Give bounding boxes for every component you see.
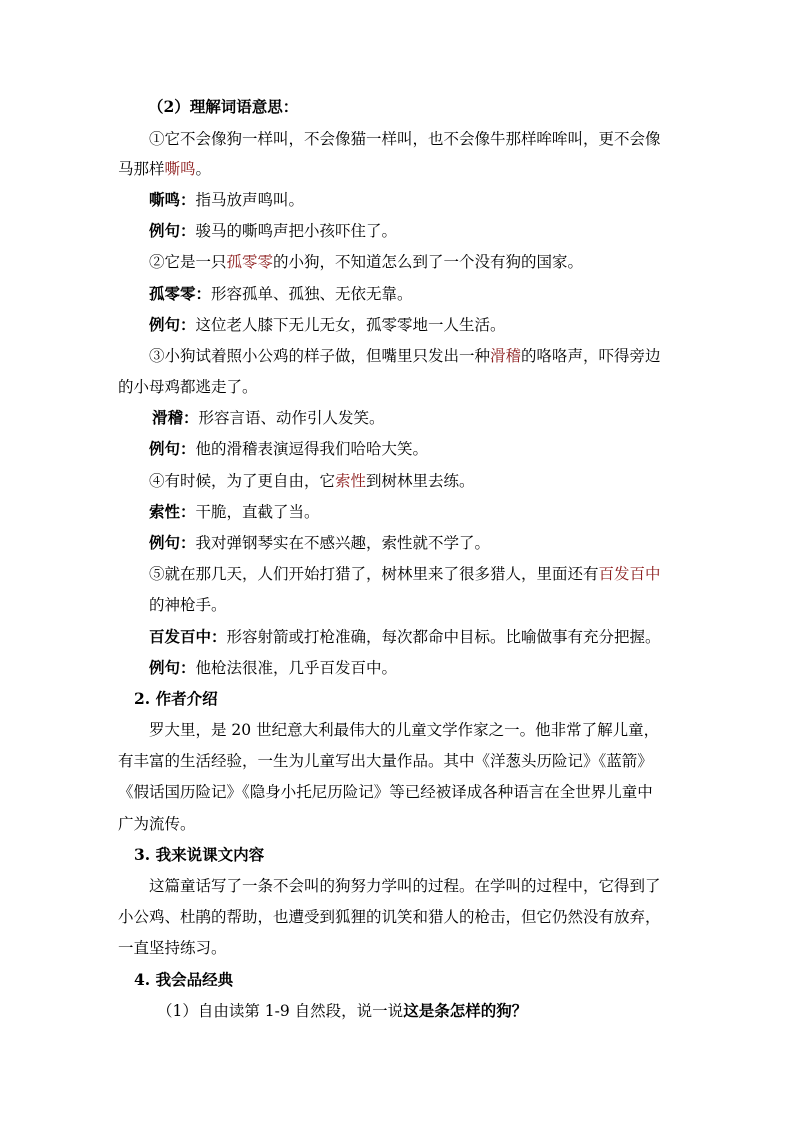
author-text: 有丰富的生活经验，一生为儿童写出大量作品。其中《洋葱头历险记》《蓝箭》 <box>118 752 653 770</box>
vocab-sentence: ④有时候，为了更自由，它索性到树林里去练。 <box>149 472 475 490</box>
vocab-sentence: ⑤就在那几天，人们开始打猎了，树林里来了很多猎人，里面还有百发百中 <box>149 565 661 583</box>
author-text: 罗大里，是 20 世纪意大利最伟大的儿童文学作家之一。他非常了解儿童， <box>149 721 660 739</box>
vocab-definition: 嘶鸣：指马放声鸣叫。 <box>149 190 305 209</box>
highlighted-word: 孤零零 <box>226 253 274 271</box>
author-heading: 2. 作者介绍 <box>134 689 218 708</box>
highlighted-word: 百发百中 <box>598 565 661 583</box>
vocab-example: 例句：他的滑稽表演逗得我们哈哈大笑。 <box>149 439 429 458</box>
vocab-sentence: ②它是一只孤零零的小狗，不知道怎么到了一个没有狗的国家。 <box>149 253 584 271</box>
highlighted-word: 滑稽 <box>490 347 522 365</box>
vocab-sentence: ③小狗试着照小公鸡的样子做，但嘴里只发出一种滑稽的咯咯声，吓得旁边 <box>149 347 661 365</box>
author-text: 广为流传。 <box>118 815 196 833</box>
author-text: 《假话国历险记》《隐身小托尼历险记》等已经被译成各种语言在全世界儿童中 <box>118 783 653 801</box>
content-heading: 3. 我来说课文内容 <box>134 845 265 864</box>
vocab-definition: 孤零零：形容孤单、孤独、无依无靠。 <box>149 284 413 303</box>
classic-question: （1）自由读第 1-9 自然段，说一说这是条怎样的狗？ <box>157 1001 528 1020</box>
vocab-sentence: 马那样嘶鸣。 <box>118 160 212 178</box>
content-text: 一直坚持练习。 <box>118 939 227 957</box>
highlighted-word: 索性 <box>335 472 367 490</box>
vocab-example: 例句：我对弹钢琴实在不感兴趣，索性就不学了。 <box>149 533 491 552</box>
vocab-example: 例句：他枪法很准，几乎百发百中。 <box>149 658 398 677</box>
vocab-example: 例句：这位老人膝下无儿无女，孤零零地一人生活。 <box>149 315 506 334</box>
vocab-definition: 索性：干脆，直截了当。 <box>149 502 320 521</box>
vocab-sentence: 的小母鸡都逃走了。 <box>118 378 258 396</box>
content-text: 这篇童话写了一条不会叫的狗努力学叫的过程。在学叫的过程中，它得到了 <box>149 877 661 895</box>
vocab-sentence: ①它不会像狗一样叫，不会像猫一样叫，也不会像牛那样哞哞叫，更不会像 <box>149 130 661 148</box>
content-text: 小公鸡、杜鹃的帮助，也遭受到狐狸的讥笑和猎人的枪击，但它仍然没有放弃， <box>118 908 661 926</box>
vocab-sentence: 的神枪手。 <box>149 596 227 614</box>
classic-heading: 4. 我会品经典 <box>134 970 234 989</box>
vocab-heading: （2）理解词语意思： <box>148 97 299 116</box>
vocab-definition: 滑稽：形容言语、动作引人发笑。 <box>152 408 385 427</box>
vocab-definition: 百发百中：形容射箭或打枪准确，每次都命中目标。比喻做事有充分把握。 <box>149 627 661 646</box>
highlighted-word: 嘶鸣 <box>164 160 196 178</box>
vocab-example: 例句：骏马的嘶鸣声把小孩吓住了。 <box>149 221 398 240</box>
